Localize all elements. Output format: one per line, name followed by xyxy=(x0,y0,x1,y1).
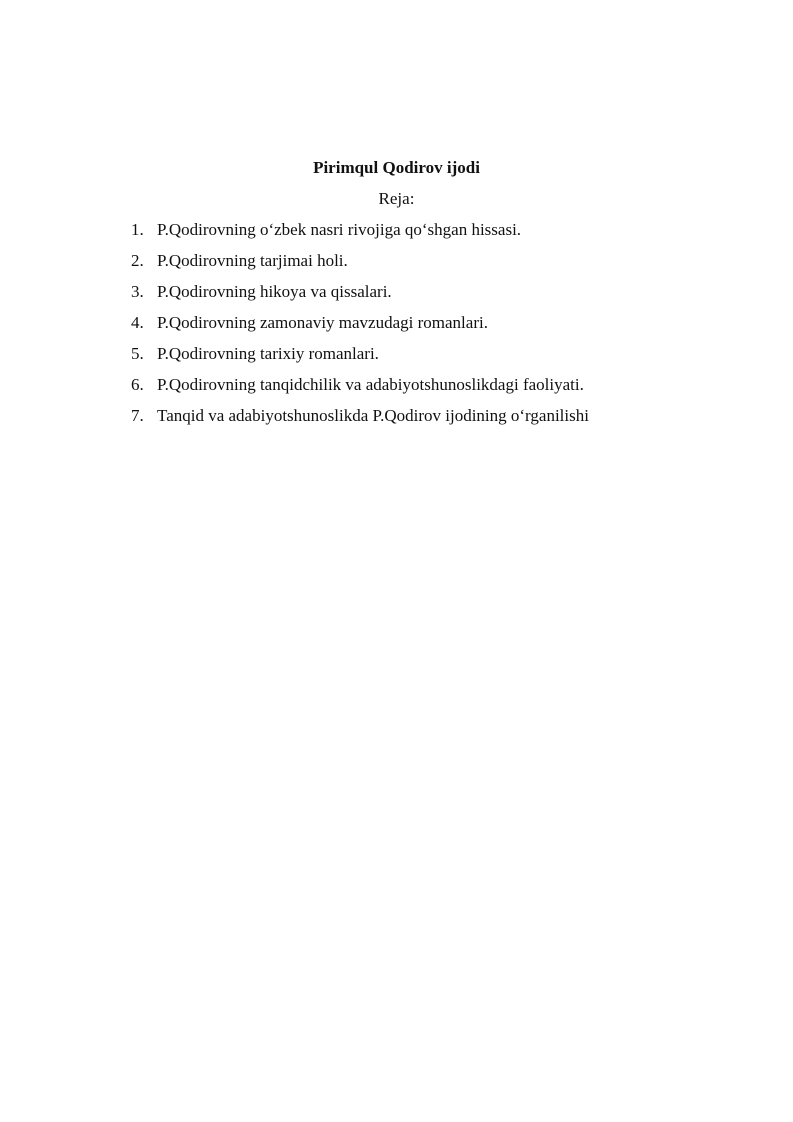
plan-item-3 xyxy=(131,280,731,311)
plan-list xyxy=(131,218,731,435)
plan-item-5 xyxy=(131,342,731,373)
plan-item-number: 7. xyxy=(131,406,144,425)
plan-item-number: 6. xyxy=(131,375,144,394)
plan-item-number: 5. xyxy=(131,344,144,363)
plan-item-number: 4. xyxy=(131,313,144,332)
plan-item-2 xyxy=(131,249,731,280)
plan-item-number: 1. xyxy=(131,220,144,239)
plan-item-4 xyxy=(131,311,731,342)
plan-item-text: P.Qodirovning tarjimai holi. xyxy=(157,251,348,270)
document-title: Pirimqul Qodirov ijodi xyxy=(313,158,480,177)
plan-item-text: P.Qodirovning o‘zbek nasri rivojiga qo‘shgan hissasi. xyxy=(157,220,522,239)
plan-item-6 xyxy=(131,373,731,404)
plan-item-text: P.Qodirovning zamonaviy mavzudagi romanlari. xyxy=(157,313,488,332)
plan-item-text: P.Qodirovning tarixiy romanlari. xyxy=(157,344,379,363)
plan-item-text: P.Qodirovning tanqidchilik va adabiyotshunoslikdagi faoliyati. xyxy=(157,375,584,394)
plan-item-1 xyxy=(131,218,731,249)
plan-item-text: P.Qodirovning hikoya va qissalari. xyxy=(157,282,392,301)
plan-item-number: 2. xyxy=(131,251,144,270)
plan-item-number: 3. xyxy=(131,282,144,301)
plan-item-7 xyxy=(131,404,731,435)
plan-heading: Reja: xyxy=(378,189,415,208)
plan-item-text: Tanqid va adabiyotshunoslikda P.Qodirov ijodining o‘rganilishi xyxy=(157,406,589,425)
